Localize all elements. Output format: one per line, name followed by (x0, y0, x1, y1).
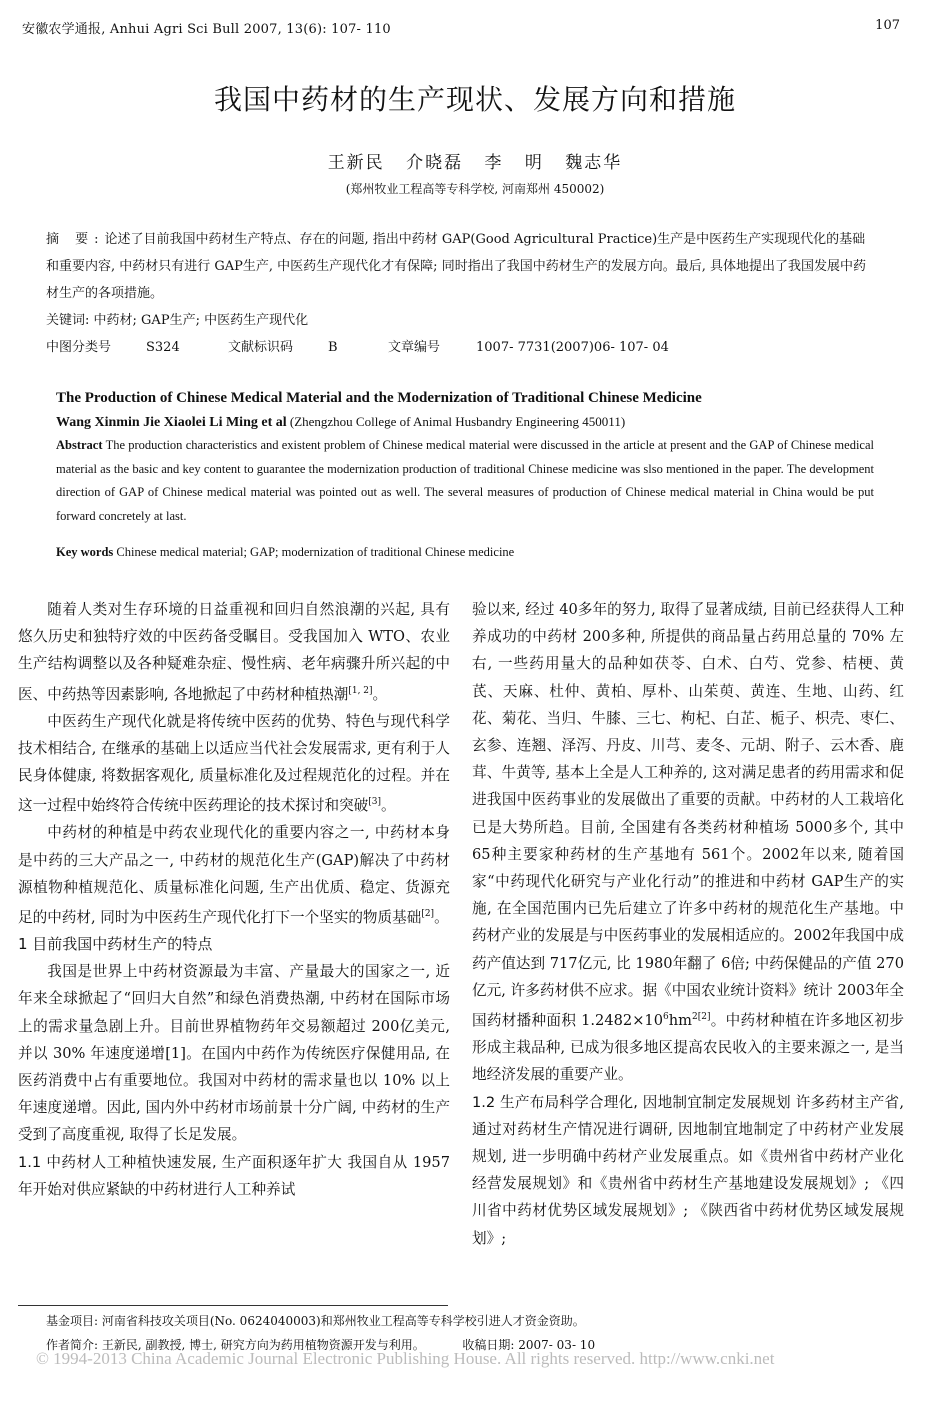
paragraph: 我国是世界上中药材资源最为丰富、产量最大的国家之一, 近年来全球掀起了“回归大自然”和绿色消费热潮, 中药材在国际市场上的需求量急剧上升。目前世界植物药年交易额超过 200亿美元, 并以 30% 年速度递增[1]。在国内中药作为传统医疗保健用品, 在医药消费中占有重要地位。我国对中药材的需求量也以 10% 以上年速度递增。因此, 国内外中药材市场前景十分广阔, 中药材的生产受到了高度重视, 取得了长足发展。 (18, 963, 450, 1144)
subsection-1-1: 1.1 中药材人工种植快速发展, 生产面积逐年扩大 我国自从 1957年开始对供应紧缺的中药材进行人工种养试 (18, 1153, 451, 1198)
english-authors: Wang Xinmin Jie Xiaolei Li Ming et al (56, 415, 287, 430)
body-column-right (472, 596, 904, 1252)
subsection-heading-1-2: 1.2 生产布局科学合理化, 因地制宜制定发展规划 (472, 1093, 791, 1111)
affiliation: (郑州牧业工程高等专科学校, 河南郑州 450002) (345, 182, 605, 196)
subsection-heading-1-1: 1.1 中药材人工种植快速发展, 生产面积逐年扩大 (18, 1153, 343, 1171)
english-abstract (56, 434, 874, 528)
abstract-cn (46, 226, 876, 334)
article-no-label: 文章编号 (388, 340, 441, 355)
abstract-cn-text: 论述了目前我国中药材生产特点、存在的问题, 指出中药材 GAP(Good Agricultural Practice)生产是中医药生产实现现代化的基础和重要内容, 中药材只有进行 GAP生产, 中医药生产现代化才有保障; 同时指出了我国中药材生产的发展方向。最后, 具体地提出了我国发展中药材生产的各项措施。 (46, 232, 866, 301)
abstract-cn-label: 摘 要: (46, 232, 105, 247)
page-number: 107 (875, 18, 900, 33)
footnote-rule (18, 1305, 448, 1306)
footnote-received: 收稿日期: 2007- 03- 10 (462, 1338, 596, 1352)
footnote-fund: 基金项目: 河南省科技攻关项目(No. 0624040003)和郑州牧业工程高等专科学校引进人才资金资助。 (46, 1314, 585, 1328)
keywords-cn-text: 中药材; GAP生产; 中医药生产现代化 (93, 313, 309, 328)
classification-row (46, 336, 669, 355)
body-column-left (18, 596, 450, 1203)
english-authors-line (56, 414, 886, 431)
footnote-author: 作者简介: 王新民, 副教授, 博士, 研究方向为药用植物资源开发与利用。 (46, 1338, 425, 1352)
authors: 王新民 介晓磊 李 明 魏志华 (327, 153, 623, 173)
clc-value: S324 (146, 340, 180, 355)
clc-label: 中图分类号 (46, 340, 112, 355)
article-no-value: 1007- 7731(2007)06- 107- 04 (476, 340, 669, 355)
english-affiliation: (Zhengzhou College of Animal Husbandry Engineering 450011) (289, 414, 626, 429)
subsection-1-2: 1.2 生产布局科学合理化, 因地制宜制定发展规划 许多药材主产省, 通过对药材生产情况进行调研, 因地制宜地制定了中药材产业发展规划, 进一步明确中药材产业发展重点。如《贵州省中药材产业化经营发展规划》和《贵州省中药材生产基地建设发展规划》; 《四川省中药材优势区域发展规划》; 《陕西省中药材优势区域发展规划》; (472, 1093, 904, 1247)
keywords-cn-label: 关键词: (46, 313, 90, 328)
running-head: 安徽农学通报, Anhui Agri Sci Bull 2007, 13(6): 107- 110 (22, 22, 391, 37)
english-abstract-text: The production characteristics and existent problem of Chinese medical material were discussed in the article at present and the GAP of Chinese medical material as the basic and key content to guarantee the modernization production of traditional Chinese medicine was slso mentioned in the paper. The development direction of GAP of Chinese medical material was pointed out as well. The several measures of production of Chinese medical material in China would be put forward concretely at last. (56, 438, 874, 523)
paragraph: 中药材的种植是中药农业现代化的重要内容之一, 中药材本身是中药的三大产品之一, 中药材的规范化生产(GAP)解决了中药材源植物种植规范化、质量标准化问题, 生产出优质、稳定、货源充足的中药材, 同时为中医药生产现代化打下一个坚实的物质基础[2]。 (18, 824, 450, 926)
paragraph: 验以来, 经过 40多年的努力, 取得了显著成绩, 目前已经获得人工种养成功的中药材 200多种, 所提供的商品量占药用总量的 70% 左右, 一些药用量大的品种如茯苓、白术、白芍、党参、桔梗、黄芪、天麻、杜仲、黄柏、厚朴、山茱萸、黄连、生地、山药、红花、菊花、当归、牛膝、三七、枸杞、白芷、栀子、枳壳、枣仁、玄参、连翘、泽泻、丹皮、川芎、麦冬、元胡、附子、云木香、鹿茸、牛黄等, 基本上全是人工种养的, 这对满足患者的药用需求和促进我国中医药事业的发展做出了重要的贡献。中药材的人工栽培化已是大势所趋。目前, 全国建有各类药材种植场 5000多个, 其中 65种主要家种药材的生产基地有 561个。2002年以来, 随着国家“中药现代化研究与产业化行动”的推进和中药材 GAP生产的实施, 在全国范围内已先后建立了许多中药材的规范化生产基地。中药材产业的发展是与中医药事业的发展相适应的。2002年我国中成药产值达到 717亿元, 比 1980年翻了 6倍; 中药保健品的产值 270亿元, 许多药材供不应求。据《中国农业统计资料》统计 2003年全国药材播种面积 $1.2482\times 10^6hm^{2[2]}$。中药材种植在许多地区初步形成主栽品种, 已成为很多地区提高农民收入的主要来源之一, 是当地经济发展的重要产业。 (472, 601, 904, 1084)
english-abstract-label: Abstract (56, 438, 103, 452)
english-keywords-text: Chinese medical material; GAP; modernization of traditional Chinese medicine (116, 545, 515, 559)
english-title: The Production of Chinese Medical Material and the Modernization of Traditional Chinese Medicine (56, 390, 702, 406)
english-keywords (56, 545, 886, 560)
doc-code-label: 文献标识码 (228, 340, 294, 355)
doc-code-value: B (328, 340, 338, 355)
article-title: 我国中药材的生产现状、发展方向和措施 (213, 83, 736, 116)
paragraph: 随着人类对生存环境的日益重视和回归自然浪潮的兴起, 具有悠久历史和独特疗效的中医药备受瞩目。受我国加入 WTO、农业生产结构调整以及各种疑难杂症、慢性病、老年病骤升所兴起的中医、中药热等因素影响, 各地掀起了中药材种植热潮[1, 2]。 (18, 601, 450, 703)
section-heading-1: 1 目前我国中药材生产的特点 (18, 935, 213, 954)
copyright-watermark: © 1994-2013 China Academic Journal Electronic Publishing House. All rights reserved. http://www.cnki.net (36, 1349, 775, 1368)
paragraph: 中医药生产现代化就是将传统中医药的优势、特色与现代科学技术相结合, 在继承的基础上以适应当代社会发展需求, 更有利于人民身体健康, 将数据客观化, 质量标准化及过程规范化的过程。并在这一过程中始终符合传统中医药理论的技术探讨和突破[3]。 (18, 712, 450, 815)
english-keywords-label: Key words (56, 545, 114, 559)
